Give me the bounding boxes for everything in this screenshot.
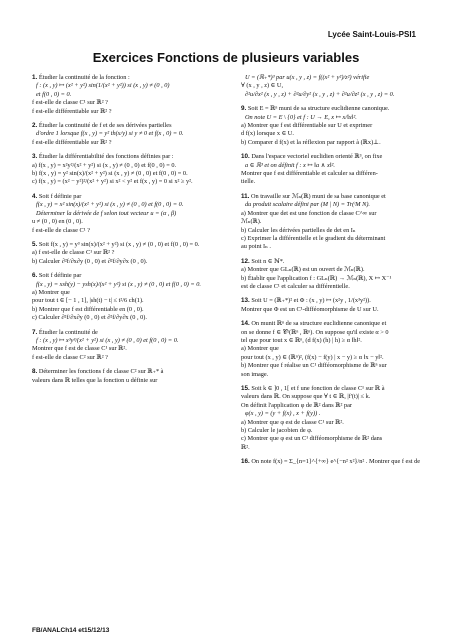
- exercise-line: c) f(x , y) = (x² − y²)²/(x² + y²) si x² < y² et f(x , y) = 0 si x² ≥ y².: [32, 178, 193, 186]
- exercise-line: ℝ².: [241, 443, 250, 451]
- exercise-text: On travaille sur ℳₙ(ℝ) muni de sa base canonique et: [250, 192, 386, 200]
- exercise-line: tielle.: [241, 178, 256, 186]
- exercise-line: b) Montrer que f réalise un C¹ difféomorphisme de ℝⁿ sur: [241, 362, 387, 370]
- exercise-line: c) Montrer que φ est un C¹ difféomorphisme de ℝ² dans: [241, 435, 383, 443]
- exercise-line: a) Montrer que det est une fonction de classe C^∞ sur: [241, 209, 377, 217]
- exercise-line: est de classe C¹ et calculer sa différentielle.: [241, 282, 350, 290]
- exercise-number: 8.: [32, 368, 38, 376]
- exercise-line: b) Calculer le jacobien de φ.: [241, 427, 313, 435]
- exercise: [241, 320, 426, 379]
- exercise-line: c) Exprimer la différentielle et le gradient du déterminant: [241, 234, 386, 242]
- right-column: [241, 74, 426, 473]
- exercise-statement: [241, 458, 426, 466]
- exercise-number: 9.: [241, 105, 247, 113]
- exercise-text: Soit f définie par: [38, 192, 82, 200]
- exercise-line: ∀ (x , y , z) ∈ U,: [241, 82, 284, 90]
- exercise-number: 10.: [241, 153, 250, 161]
- exercise-line: d'ordre 1 lorsque f(x , y) = y² th(x/y) si y ≠ 0 et f(x , 0) = 0.: [36, 130, 184, 138]
- exercise-statement: [241, 320, 426, 328]
- exercise-line: Montrer que f est de classe C¹ sur ℝ².: [32, 345, 127, 353]
- exercise: [241, 105, 426, 147]
- exercise-line: φ(x , y) = (y + f(x) , x + f(y)) .: [245, 410, 321, 418]
- exercise: [32, 74, 228, 116]
- exercise-statement: [32, 122, 228, 130]
- exercise-line: Montrer que f est différentiable et calculer sa différen-: [241, 170, 378, 178]
- exercise-text: Étudier la différentiabilité des fonctions définies par :: [38, 153, 174, 161]
- exercise-statement: [241, 258, 426, 266]
- exercise-number: 7.: [32, 328, 38, 336]
- exercise-text: Soit U = (ℝ₊*)² et Φ : (x , y) ↦ (x²y , 1/(x³y²)).: [251, 297, 371, 305]
- exercise-line: u ≠ (0 , 0) en (0 , 0).: [32, 218, 83, 226]
- exercise-line: au point Iₙ .: [241, 243, 272, 251]
- exercise-statement: [32, 153, 228, 161]
- left-column: [32, 74, 228, 391]
- exercise-number: 16.: [241, 458, 250, 466]
- exercise-statement: [32, 272, 228, 280]
- exercise-line: f : (x , y) ↦ (x² + y²) sin(1/(x² + y²)) si (x , y) ≠ (0 , 0): [36, 82, 170, 90]
- exercise-line: Montrer que Φ est un C¹-difféomorphisme de U sur U.: [241, 305, 379, 313]
- exercise-number: 11.: [241, 192, 250, 200]
- exercise: [32, 241, 228, 266]
- page-header: Lycée Saint-Louis-PSI1: [327, 30, 416, 39]
- exercise-line: a) Montrer que: [32, 288, 70, 296]
- exercise-line: a) Montrer que: [241, 345, 279, 353]
- exercise-line: d f(x) lorsque x ∈ U.: [241, 130, 294, 138]
- exercise-statement: [241, 385, 426, 393]
- page-footer: FB/ANALCh14 et15/12/13: [32, 627, 110, 634]
- exercise: [32, 122, 228, 147]
- exercise-line: du produit scalaire défini par (M | N) = Tr(ᵗM N).: [245, 201, 370, 209]
- exercise: [241, 258, 426, 292]
- exercise-line: a ∈ ℝ³ et on définit f : x ↦ ‖a ∧ x‖².: [245, 161, 335, 169]
- exercise-number: 6.: [32, 272, 38, 280]
- exercise-line: b) f(x , y) = y² sin(x)/(x² + y²) si (x , y) ≠ (0 , 0) et f(0 , 0) = 0.: [32, 170, 188, 178]
- exercise-line: f est-elle de classe C² sur ℝ² ?: [32, 353, 108, 361]
- exercise-text: Dans l'espace vectoriel euclidien orienté ℝ³, on fixe: [251, 153, 383, 161]
- exercise: [32, 272, 228, 322]
- exercise-line: Déterminer la dérivée de f selon tout vecteur u = (α , β): [36, 209, 177, 217]
- exercise-line: f est-elle différentiable sur ℝ² ?: [32, 138, 112, 146]
- exercise-statement: [32, 74, 228, 82]
- exercise-statement: [32, 329, 228, 337]
- exercise: [241, 74, 426, 99]
- exercise-number: 4.: [32, 192, 38, 200]
- exercise-text: Étudier la continuité de la fonction :: [38, 74, 130, 81]
- exercise-line: c) Calculer ∂²f/∂x∂y (0 , 0) et ∂²f/∂y∂x (0 , 0).: [32, 314, 147, 322]
- exercise-text: On note f(x) = Σ_{n=1}^{+∞} e^{−n² x²}/n² . Montrer que f est de: [251, 458, 421, 466]
- exercise-line: on se donne f ∈ 𝒞¹(ℝⁿ , ℝⁿ). On suppose qu'il existe α > 0: [241, 328, 389, 336]
- exercise-number: 1.: [32, 74, 38, 81]
- exercise: [241, 193, 426, 252]
- exercise-text: Soit k ∈ ]0 , 1[ et f une fonction de classe C¹ sur ℝ à: [251, 385, 385, 392]
- exercise-line: a) Montrer que f est différentiable sur U et exprimer: [241, 122, 373, 130]
- exercise-line: f : (x , y) ↦ x³y³/(x² + y²) si (x , y) ≠ (0 , 0) et f(0 , 0) = 0.: [36, 336, 179, 344]
- exercise-line: son image.: [241, 370, 269, 378]
- exercise-line: a) Montrer que GLₙ(ℝ) est un ouvert de ℳₙ(ℝ).: [241, 266, 365, 274]
- exercise: [241, 297, 426, 314]
- exercise-number: 13.: [241, 297, 250, 305]
- exercise-line: f est-elle différentiable sur ℝ² ?: [32, 107, 112, 115]
- exercise-line: ∂²u/∂x² (x , y , z) + ∂²u/∂y² (x , y , z) + ∂²u/∂z² (x , y , z) = 0.: [245, 90, 395, 98]
- exercise-statement: [241, 153, 426, 161]
- exercise-line: On définit l'application φ de ℝ² dans ℝ² par: [241, 401, 352, 409]
- exercise-line: tel que pour tout x ∈ ℝⁿ, (d f(x) (h) | h) ≥ α ‖h‖².: [241, 336, 362, 344]
- exercise-line: valeurs dans ℝ. On suppose que ∀ t ∈ ℝ, |f'(t)| ≤ k.: [241, 393, 371, 401]
- exercise-line: b) Comparer d f(x) et la réflexion par rapport à (ℝx)⊥.: [241, 138, 381, 146]
- exercise-text: Déterminer les fonctions f de classe C² sur ℝ₊* à: [38, 368, 164, 376]
- exercise: [32, 329, 228, 363]
- exercise-statement: [241, 105, 426, 113]
- exercise-number: 5.: [32, 240, 38, 248]
- exercise-number: 14.: [241, 320, 250, 328]
- exercise-line: On note U = E \ {0} et f : U → E, x ↦ x/‖x‖².: [245, 113, 357, 121]
- exercise-line: ℳₙ(ℝ).: [241, 218, 262, 226]
- exercise-text: Soit E = ℝⁿ muni de sa structure euclidienne canonique.: [247, 105, 390, 113]
- exercise-line: f(x , y) = xsh(y) − ysh(x)/(x² + y²) si (x , y) ≠ (0 , 0) et f(0 , 0) = 0.: [36, 280, 201, 288]
- exercise: [32, 368, 228, 385]
- exercise-line: U = (ℝ₊*)³ par u(x , y , z) = f((x² + y²)/z²) vérifie: [245, 74, 370, 81]
- exercise-statement: [241, 297, 426, 305]
- page-title: Exercices Fonctions de plusieurs variables: [92, 50, 360, 65]
- exercise-line: valeurs dans ℝ telles que la fonction u définie sur: [32, 376, 158, 384]
- exercise: [32, 193, 228, 235]
- exercise-statement: [32, 193, 228, 201]
- exercise-line: pour tout t ∈ [− 1 , 1], |sh(t) − t| ≤ t²/6 ch(1).: [32, 297, 144, 305]
- exercise-line: b) Établir que l'application f : GLₙ(ℝ) → ℳₙ(ℝ), X ↦ X⁻¹: [241, 274, 392, 282]
- exercise-statement: [241, 193, 426, 201]
- exercise-line: a) Montrer que φ est de classe C¹ sur ℝ².: [241, 418, 344, 426]
- exercise: [241, 385, 426, 452]
- exercise-line: f(x , y) = x² sin(x)/(x² + y²) si (x , y) ≠ (0 , 0) et f(0 , 0) = 0.: [36, 201, 184, 209]
- exercise-number: 12.: [241, 257, 250, 265]
- exercise-statement: [32, 368, 228, 376]
- exercise-line: a) f(x , y) = x²y²/(x² + y²) si (x , y) ≠ (0 , 0) et f(0 , 0) = 0.: [32, 161, 177, 169]
- exercise-line: a) f est-elle de classe C¹ sur ℝ² ?: [32, 249, 115, 257]
- exercise-line: b) Calculer les dérivées partielles de det en Iₙ: [241, 226, 356, 234]
- exercise-text: On munit ℝⁿ de sa structure euclidienne canonique et: [251, 320, 387, 328]
- exercise: [32, 153, 228, 187]
- exercise: [241, 458, 426, 466]
- exercise-line: pour tout (x , y) ∈ (ℝⁿ)², (f(x) − f(y) | x − y) ≥ α ‖x − y‖².: [241, 353, 384, 361]
- exercise-text: Étudier la continuité de f et de ses dérivées partielles: [38, 122, 172, 130]
- exercise-line: f est-elle de classe C¹ sur ℝ² ?: [32, 99, 108, 107]
- exercise-text: Soit f(x , y) = y³ sin(x)/(x² + y²) si (x , y) ≠ (0 , 0) et f(0 , 0) = 0.: [38, 240, 200, 248]
- exercise-text: Étudier la continuité de: [38, 328, 98, 336]
- exercise-line: b) Montrer que f est différentiable en (0 , 0).: [32, 305, 144, 313]
- exercise-number: 2.: [32, 122, 38, 130]
- exercise-line: et f(0 , 0) = 0.: [36, 90, 72, 98]
- exercise-number: 3.: [32, 153, 38, 161]
- exercise: [241, 153, 426, 187]
- exercise-text: Soit n ∈ ℕ*.: [251, 257, 285, 265]
- exercise-text: Soit f définie par: [38, 272, 82, 280]
- exercise-number: 15.: [241, 385, 250, 392]
- exercise-line: b) Calculer ∂²f/∂x∂y (0 , 0) et ∂²f/∂y∂x (0 , 0).: [32, 257, 148, 265]
- exercise-line: f est-elle de classe C¹ ?: [32, 226, 91, 234]
- exercise-statement: [32, 241, 228, 249]
